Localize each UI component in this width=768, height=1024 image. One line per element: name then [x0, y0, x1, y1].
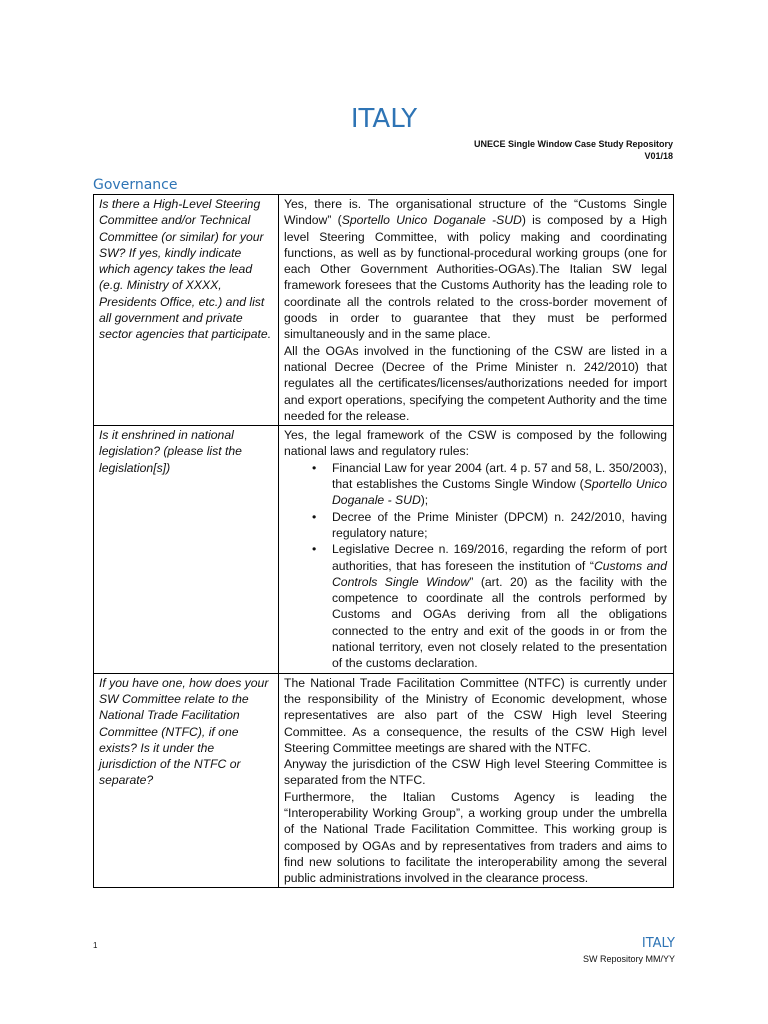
list-item: • Decree of the Prime Minister (DPCM) n. 242/2010, having regulatory nature;	[332, 509, 667, 542]
table-row	[94, 673, 674, 888]
page-number: 1	[93, 941, 98, 950]
answer-paragraph: Yes, there is. The organisational structure of the “Customs Single Window” (Sportello Unico Doganale -SUD) is composed by a High level Steering Committee, with policy making and coordinating functions, as well as by functional-procedural working groups (one for each Other Government Authorities-OGAs).The Italian SW legal framework foresees that the Customs Authority has the leading role to coordinate all the controls related to the cross-border movement of goods in order to guarantee that they must be performed simultaneously and in the same place.	[284, 197, 667, 342]
table-row	[94, 426, 674, 673]
question-cell: Is there a High-Level Steering Committee and/or Technical Committee (or similar) for your SW? If yes, kindly indicate which agency takes the lead (e.g. Ministry of XXXX, Presidents Office, etc.) and list all government and private sector agencies that participate.	[94, 195, 279, 426]
governance-table	[93, 194, 674, 888]
question-cell: If you have one, how does your SW Committee relate to the National Trade Facilitation Committee (NTFC), if one exists? Is it under the jurisdiction of the NTFC or separate?	[94, 673, 279, 888]
footer-country: ITALY	[641, 936, 675, 951]
section-heading: Governance	[93, 177, 178, 193]
answer-paragraph: The National Trade Facilitation Committee (NTFC) is currently under the responsibility of the Ministry of Economic development, whose representatives are also part of the CSW High level Steering Committee. As a consequence, the results of the CSW High level Steering Committee meetings are shared with the NTFC.	[284, 675, 667, 755]
question-cell: Is it enshrined in national legislation? (please list the legislation[s])	[94, 426, 279, 673]
answer-paragraph: Furthermore, the Italian Customs Agency is leading the “Interoperability Working Group”, a working group under the umbrella of the National Trade Facilitation Committee. This working group is composed by OGAs and by representatives from traders and aims to find new solutions to facilitate the interoperability among the several public administrations involved in the clearance process.	[284, 789, 667, 886]
repository-header: UNECE Single Window Case Study Repository	[474, 139, 673, 149]
answer-cell	[279, 673, 674, 888]
answer-cell	[279, 195, 674, 426]
answer-paragraph: All the OGAs involved in the functioning of the CSW are listed in a national Decree (Decree of the Prime Minister n. 242/2010) that regulates all the certificates/licenses/authorizations needed for import and export operations, specifying the competent Authority and the time needed for the release.	[284, 343, 667, 423]
list-item: • Financial Law for year 2004 (art. 4 p. 57 and 58, L. 350/2003), that establishes the Customs Single Window (Sportello Unico Doganale - SUD);	[332, 460, 667, 509]
version-label: V01/18	[644, 151, 673, 161]
answer-paragraph: Yes, the legal framework of the CSW is composed by the following national laws and regulatory rules:	[284, 428, 667, 459]
list-item: • Legislative Decree n. 169/2016, regarding the reform of port authorities, that has foreseen the institution of “Customs and Controls Single Window” (art. 20) as the facility with the competence to coordinate all the controls performed by Customs and OGAs deriving from all the obligations connected to the entry and exit of the goods in or from the national territory, even not closely related to the presentation of the customs declaration.	[332, 541, 667, 671]
footer-repository: SW Repository MM/YY	[582, 954, 675, 964]
table-row	[94, 195, 674, 426]
page-title: ITALY	[350, 104, 418, 134]
answer-paragraph: Anyway the jurisdiction of the CSW High level Steering Committee is separated from the NTFC.	[284, 757, 667, 788]
answer-cell	[279, 426, 674, 673]
legislation-list	[284, 460, 667, 672]
